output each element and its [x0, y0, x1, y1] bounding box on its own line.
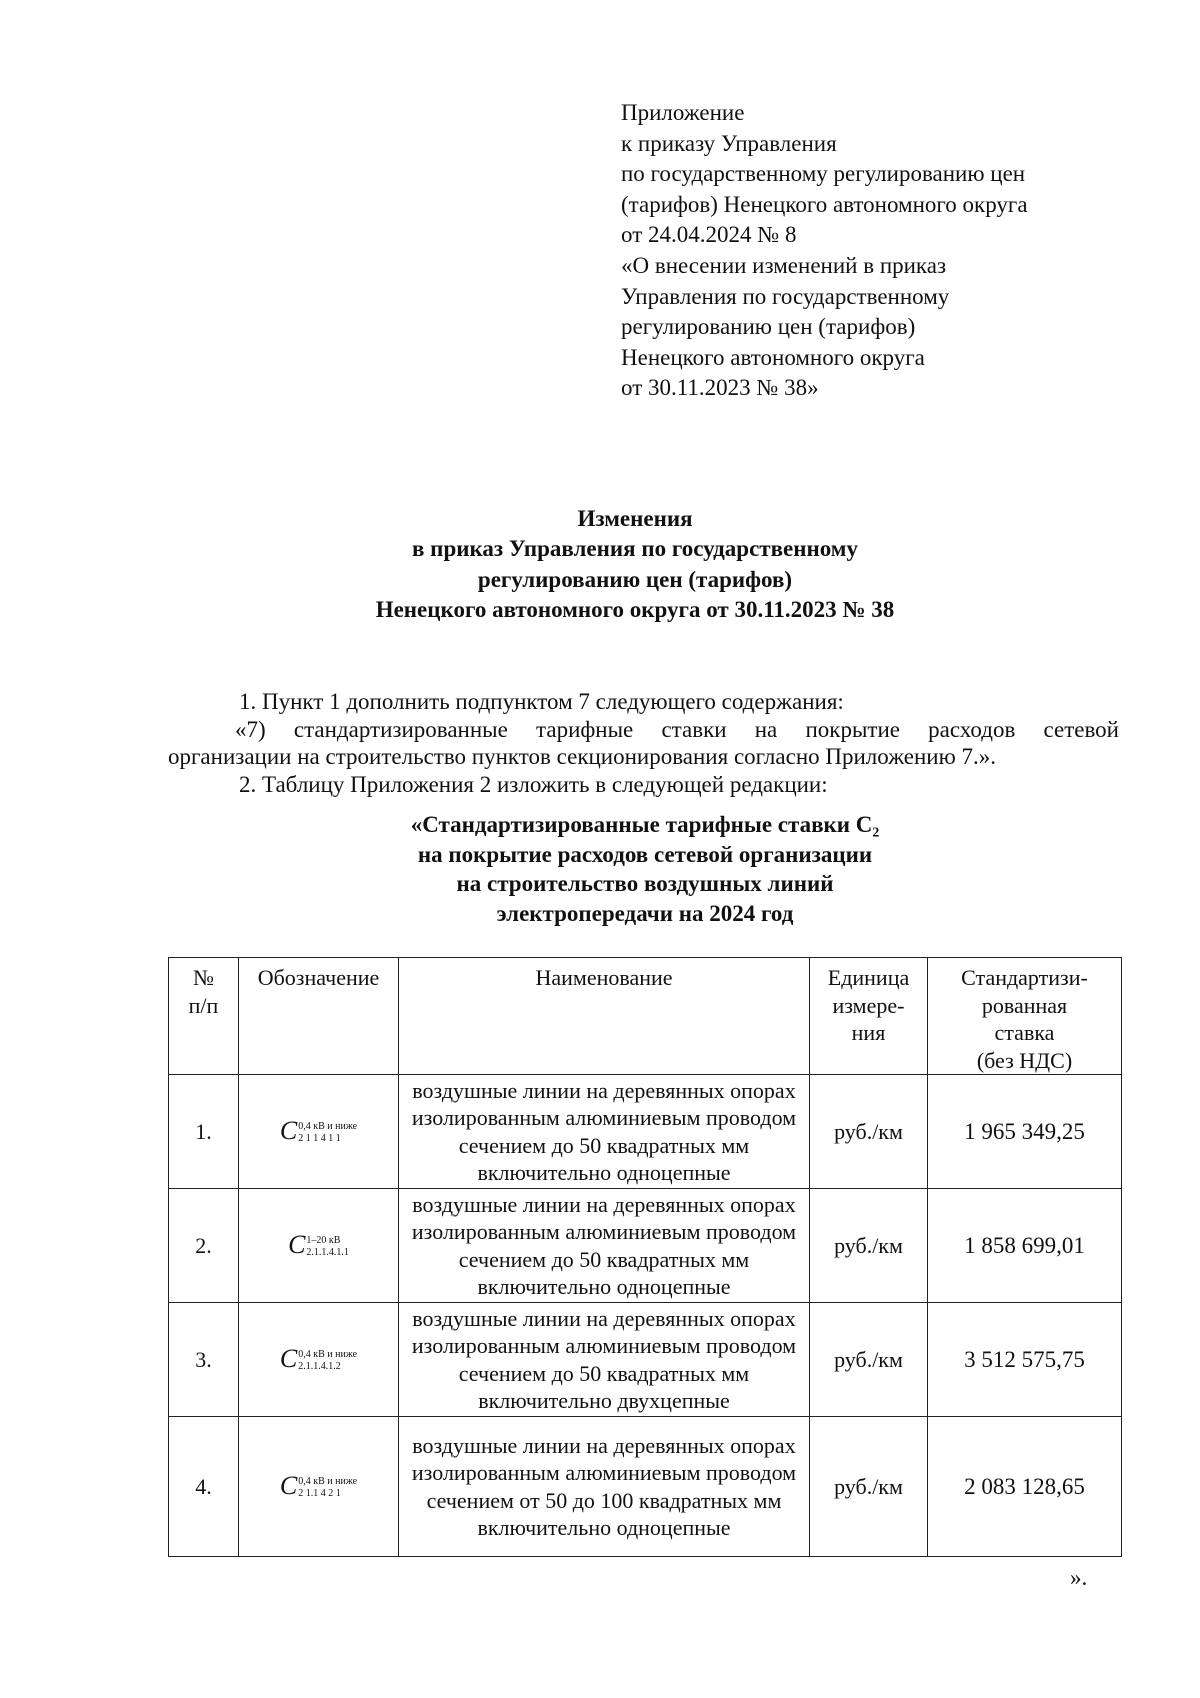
- header-unit-line: ния: [851, 1020, 886, 1045]
- table-row: [169, 1189, 1122, 1303]
- row-name: воздушные линии на деревянных опорах изолированным алюминиевым проводом сечением до 50 квадратных мм включительно одноцепные: [399, 1189, 810, 1303]
- title-line: Ненецкого автономного округа от 30.11.2023 № 38: [375, 596, 895, 622]
- appendix-line: по государственному регулированию цен: [621, 161, 1026, 187]
- appendix-line: Ненецкого автономного округа: [621, 344, 925, 370]
- paragraph-2-line-1: «7) стандартизированные тарифные ставки на покрытие расходов сетевой: [235, 716, 1119, 742]
- row-unit: руб./км: [810, 1303, 928, 1417]
- table-row: [169, 1417, 1122, 1557]
- row-designation: [239, 1303, 399, 1417]
- header-num-line: п/п: [188, 992, 219, 1018]
- appendix-line: (тарифов) Ненецкого автономного округа: [621, 191, 1028, 217]
- row-rate: 1 965 349,25: [928, 1075, 1122, 1189]
- symbol-subscript: 2.1.1.4.1.1: [306, 1246, 349, 1258]
- symbol-letter: C: [279, 1115, 298, 1145]
- rate-symbol: [279, 1470, 358, 1500]
- row-rate: 2 083 128,65: [928, 1417, 1122, 1557]
- header-unit: [810, 958, 928, 1075]
- rate-symbol: [279, 1115, 358, 1145]
- header-name: Наименование: [399, 958, 810, 1075]
- header-rate-line: (без НДС): [976, 1047, 1073, 1073]
- table-row: [169, 1303, 1122, 1417]
- row-unit: руб./км: [810, 1075, 928, 1189]
- symbol-subscript: 2 1.1 4 2 1: [298, 1487, 341, 1499]
- table-title-line: «Стандартизированные тарифные ставки С₂: [410, 812, 880, 837]
- document-body: [168, 688, 1119, 798]
- appendix-line: Приложение: [621, 100, 745, 125]
- appendix-line: к приказу Управления: [621, 130, 837, 156]
- appendix-line: «О внесении изменений в приказ: [621, 252, 947, 278]
- tariff-table: [168, 957, 1122, 1557]
- header-num-line: №: [193, 965, 214, 990]
- row-designation: [239, 1417, 399, 1557]
- table-title-line: электропередачи на 2024 год: [496, 901, 794, 927]
- row-rate: 1 858 699,01: [928, 1189, 1122, 1303]
- paragraph-2-line-2: организации на строительство пунктов секционирования согласно Приложению 7.».: [168, 744, 997, 769]
- table-title-line: на покрытие расходов сетевой организации: [417, 841, 873, 867]
- paragraph-1: 1. Пункт 1 дополнить подпунктом 7 следующего содержания:: [239, 689, 844, 714]
- table-title-line: на строительство воздушных линий: [456, 871, 834, 897]
- row-designation: [239, 1189, 399, 1303]
- symbol-letter: C: [279, 1343, 298, 1373]
- paragraph-3: 2. Таблицу Приложения 2 изложить в следующей редакции:: [239, 771, 828, 797]
- header-rate: [928, 958, 1122, 1075]
- row-name: воздушные линии на деревянных опорах изолированным алюминиевым проводом сечением до 50 квадратных мм включительно двухцепные: [399, 1303, 810, 1417]
- row-name: воздушные линии на деревянных опорах изолированным алюминиевым проводом сечением от 50 до 100 квадратных мм включительно одноцепные: [399, 1417, 810, 1557]
- rate-symbol: [279, 1343, 358, 1373]
- header-rate-line: рованная: [981, 992, 1068, 1018]
- row-num: 1.: [169, 1075, 239, 1189]
- header-num: [169, 958, 239, 1075]
- symbol-superscript: 0,4 кВ и ниже: [298, 1475, 358, 1487]
- appendix-header: [621, 98, 1141, 404]
- appendix-line: Управления по государственному: [621, 283, 950, 309]
- symbol-letter: C: [279, 1470, 298, 1500]
- title-line: Изменения: [577, 506, 693, 531]
- row-unit: руб./км: [810, 1417, 928, 1557]
- table-header-row: [169, 958, 1122, 1075]
- symbol-letter: C: [288, 1229, 306, 1259]
- rate-symbol: [288, 1229, 349, 1259]
- header-rate-line: ставка: [994, 1020, 1055, 1045]
- appendix-line: от 24.04.2024 № 8: [621, 222, 797, 248]
- row-num: 2.: [169, 1189, 239, 1303]
- symbol-subscript: 2 1 1 4 1 1: [298, 1132, 341, 1144]
- header-unit-line: измере-: [832, 992, 905, 1018]
- appendix-line: регулированию цен (тарифов): [621, 314, 916, 340]
- symbol-subscript: 2.1.1.4.1.2: [298, 1360, 341, 1372]
- symbol-superscript: 0,4 кВ и ниже: [298, 1348, 358, 1360]
- row-num: 4.: [169, 1417, 239, 1557]
- paragraph-2: [168, 716, 1119, 771]
- symbol-superscript: 1–20 кВ: [306, 1234, 341, 1246]
- row-rate: 3 512 575,75: [928, 1303, 1122, 1417]
- title-line: в приказ Управления по государственному: [412, 536, 858, 562]
- document-title: [0, 504, 1200, 625]
- row-unit: руб./км: [810, 1189, 928, 1303]
- row-designation: [239, 1075, 399, 1189]
- symbol-superscript: 0,4 кВ и ниже: [298, 1120, 358, 1132]
- header-unit-line: Единица: [827, 965, 910, 990]
- header-rate-line: Стандартизи-: [961, 965, 1088, 990]
- appendix-line: от 30.11.2023 № 38»: [621, 375, 819, 401]
- title-line: регулированию цен (тарифов): [477, 566, 793, 592]
- row-num: 3.: [169, 1303, 239, 1417]
- table-title: [0, 810, 1200, 929]
- closing-quote: ».: [1070, 1565, 1088, 1590]
- header-designation: Обозначение: [239, 958, 399, 1075]
- row-name: воздушные линии на деревянных опорах изолированным алюминиевым проводом сечением до 50 квадратных мм включительно одноцепные: [399, 1075, 810, 1189]
- table-row: [169, 1075, 1122, 1189]
